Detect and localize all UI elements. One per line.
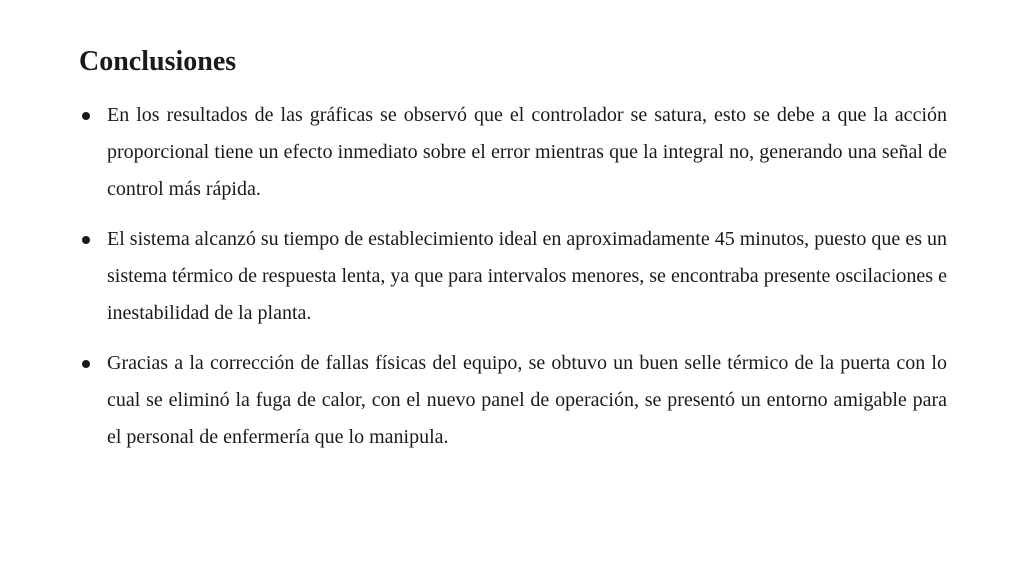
bullet-dot-icon [82,112,90,120]
bullet-dot-icon [82,236,90,244]
bullet-item [79,345,947,456]
bullet-item [79,221,947,332]
bullet-item [79,97,947,208]
bullet-dot-icon [82,360,90,368]
slide-title: Conclusiones [79,46,237,77]
bullet-text: El sistema alcanzó su tiempo de establecimiento ideal en aproximadamente 45 minutos, puesto que es un sistema térmico de respuesta lenta, ya que para intervalos menores, se encontraba presente oscilaciones e inestabilidad de la planta. [107,228,947,324]
bullet-list [79,97,947,469]
bullet-text: En los resultados de las gráficas se observó que el controlador se satura, esto se debe a que la acción proporcional tiene un efecto inmediato sobre el error mientras que la integral no, generando una señal de control más rápida. [107,104,947,200]
bullet-text: Gracias a la corrección de fallas físicas del equipo, se obtuvo un buen selle térmico de la puerta con lo cual se eliminó la fuga de calor, con el nuevo panel de operación, se presentó un entorno amigable para el personal de enfermería que lo manipula. [107,352,947,448]
